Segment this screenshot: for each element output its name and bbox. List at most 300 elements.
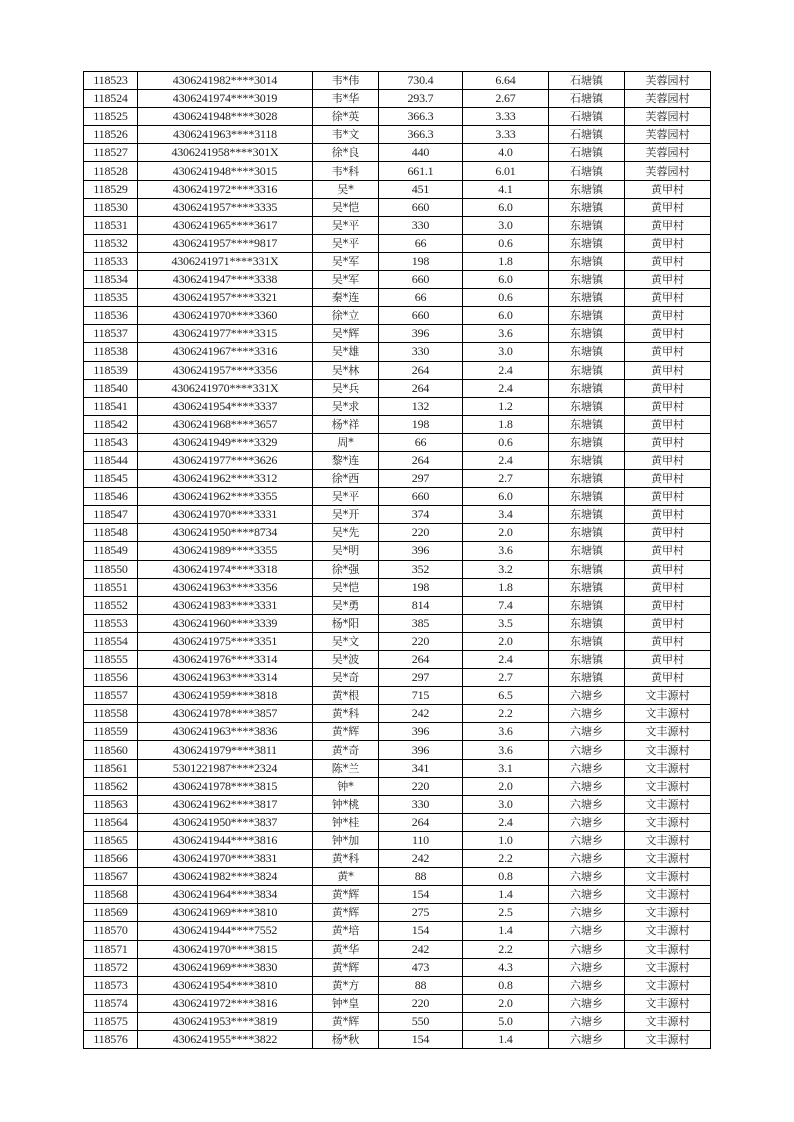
record-id-cell: 118540 [84,379,138,397]
id-number-cell: 4306241978****3815 [138,777,313,795]
area-cell: 1.0 [463,831,549,849]
area-cell: 0.8 [463,976,549,994]
table-row [84,325,711,343]
table-row [84,850,711,868]
table-row [84,1012,711,1030]
id-number-cell: 4306241958****301X [138,144,313,162]
table-row [84,307,711,325]
village-cell: 黄甲村 [625,433,711,451]
table-row [84,379,711,397]
amount-cell: 220 [379,994,463,1012]
town-cell: 东塘镇 [549,343,625,361]
area-cell: 0.6 [463,234,549,252]
town-cell: 六塘乡 [549,994,625,1012]
id-number-cell: 5301221987****2324 [138,759,313,777]
name-cell: 吴*恺 [313,198,379,216]
town-cell: 东塘镇 [549,560,625,578]
amount-cell: 730.4 [379,72,463,90]
town-cell: 六塘乡 [549,759,625,777]
id-number-cell: 4306241950****3837 [138,813,313,831]
area-cell: 0.6 [463,433,549,451]
name-cell: 韦*文 [313,126,379,144]
village-cell: 文丰源村 [625,850,711,868]
village-cell: 文丰源村 [625,886,711,904]
amount-cell: 242 [379,850,463,868]
record-id-cell: 118556 [84,669,138,687]
village-cell: 文丰源村 [625,922,711,940]
id-number-cell: 4306241977****3626 [138,451,313,469]
name-cell: 钟* [313,777,379,795]
table-row [84,795,711,813]
town-cell: 东塘镇 [549,198,625,216]
name-cell: 杨*祥 [313,415,379,433]
record-id-cell: 118575 [84,1012,138,1030]
table-row [84,216,711,234]
amount-cell: 198 [379,252,463,270]
table-row [84,198,711,216]
town-cell: 六塘乡 [549,958,625,976]
area-cell: 2.4 [463,813,549,831]
id-number-cell: 4306241974****3318 [138,560,313,578]
village-cell: 黄甲村 [625,361,711,379]
town-cell: 东塘镇 [549,451,625,469]
town-cell: 六塘乡 [549,1012,625,1030]
data-table [83,71,711,1049]
area-cell: 6.0 [463,307,549,325]
area-cell: 0.8 [463,868,549,886]
table-row [84,759,711,777]
area-cell: 3.1 [463,759,549,777]
village-cell: 文丰源村 [625,723,711,741]
town-cell: 东塘镇 [549,216,625,234]
table-row [84,886,711,904]
amount-cell: 660 [379,488,463,506]
area-cell: 6.64 [463,72,549,90]
town-cell: 石塘镇 [549,126,625,144]
table-row [84,397,711,415]
amount-cell: 66 [379,234,463,252]
area-cell: 2.2 [463,705,549,723]
area-cell: 3.4 [463,506,549,524]
id-number-cell: 4306241957****9817 [138,234,313,252]
name-cell: 黄*奇 [313,741,379,759]
id-number-cell: 4306241965****3617 [138,216,313,234]
id-number-cell: 4306241960****3339 [138,614,313,632]
id-number-cell: 4306241948****3028 [138,108,313,126]
table-row [84,72,711,90]
area-cell: 2.4 [463,451,549,469]
record-id-cell: 118567 [84,868,138,886]
name-cell: 黄*科 [313,705,379,723]
id-number-cell: 4306241970****331X [138,379,313,397]
record-id-cell: 118532 [84,234,138,252]
name-cell: 吴*恺 [313,578,379,596]
amount-cell: 154 [379,886,463,904]
village-cell: 芙蓉园村 [625,162,711,180]
table-row [84,126,711,144]
name-cell: 韦*伟 [313,72,379,90]
id-number-cell: 4306241944****7552 [138,922,313,940]
name-cell: 黄*辉 [313,1012,379,1030]
amount-cell: 330 [379,343,463,361]
area-cell: 1.2 [463,397,549,415]
name-cell: 韦*科 [313,162,379,180]
record-id-cell: 118536 [84,307,138,325]
town-cell: 东塘镇 [549,542,625,560]
record-id-cell: 118538 [84,343,138,361]
record-id-cell: 118531 [84,216,138,234]
record-id-cell: 118573 [84,976,138,994]
table-row [84,180,711,198]
village-cell: 黄甲村 [625,271,711,289]
table-row [84,777,711,795]
record-id-cell: 118523 [84,72,138,90]
area-cell: 2.2 [463,940,549,958]
id-number-cell: 4306241967****3316 [138,343,313,361]
town-cell: 东塘镇 [549,614,625,632]
village-cell: 文丰源村 [625,795,711,813]
name-cell: 吴*开 [313,506,379,524]
town-cell: 东塘镇 [549,433,625,451]
amount-cell: 366.3 [379,108,463,126]
record-id-cell: 118549 [84,542,138,560]
table-row [84,451,711,469]
name-cell: 吴*平 [313,488,379,506]
village-cell: 芙蓉园村 [625,144,711,162]
name-cell: 黄* [313,868,379,886]
town-cell: 六塘乡 [549,922,625,940]
village-cell: 黄甲村 [625,180,711,198]
record-id-cell: 118574 [84,994,138,1012]
village-cell: 文丰源村 [625,759,711,777]
amount-cell: 88 [379,868,463,886]
id-number-cell: 4306241979****3811 [138,741,313,759]
village-cell: 文丰源村 [625,705,711,723]
town-cell: 东塘镇 [549,271,625,289]
table-row [84,813,711,831]
area-cell: 6.0 [463,198,549,216]
amount-cell: 385 [379,614,463,632]
record-id-cell: 118547 [84,506,138,524]
amount-cell: 264 [379,651,463,669]
table-row [84,361,711,379]
town-cell: 六塘乡 [549,777,625,795]
table-row [84,831,711,849]
record-id-cell: 118569 [84,904,138,922]
table-row [84,958,711,976]
amount-cell: 242 [379,940,463,958]
table-row [84,741,711,759]
town-cell: 石塘镇 [549,90,625,108]
id-number-cell: 4306241972****3316 [138,180,313,198]
table-row [84,90,711,108]
id-number-cell: 4306241982****3014 [138,72,313,90]
amount-cell: 396 [379,741,463,759]
area-cell: 2.5 [463,904,549,922]
village-cell: 黄甲村 [625,578,711,596]
village-cell: 文丰源村 [625,1030,711,1048]
name-cell: 黄*辉 [313,904,379,922]
area-cell: 2.7 [463,669,549,687]
name-cell: 徐*强 [313,560,379,578]
amount-cell: 220 [379,632,463,650]
id-number-cell: 4306241971****331X [138,252,313,270]
amount-cell: 264 [379,813,463,831]
record-id-cell: 118572 [84,958,138,976]
area-cell: 1.4 [463,886,549,904]
id-number-cell: 4306241957****3335 [138,198,313,216]
amount-cell: 264 [379,379,463,397]
town-cell: 东塘镇 [549,379,625,397]
area-cell: 2.0 [463,994,549,1012]
id-number-cell: 4306241978****3857 [138,705,313,723]
name-cell: 钟*桃 [313,795,379,813]
name-cell: 黄*根 [313,687,379,705]
area-cell: 4.0 [463,144,549,162]
village-cell: 黄甲村 [625,596,711,614]
town-cell: 东塘镇 [549,252,625,270]
area-cell: 2.0 [463,777,549,795]
area-cell: 2.2 [463,850,549,868]
town-cell: 东塘镇 [549,289,625,307]
table-row [84,651,711,669]
name-cell: 秦*连 [313,289,379,307]
name-cell: 钟*皇 [313,994,379,1012]
village-cell: 黄甲村 [625,252,711,270]
amount-cell: 396 [379,325,463,343]
amount-cell: 715 [379,687,463,705]
amount-cell: 550 [379,1012,463,1030]
name-cell: 徐*良 [313,144,379,162]
record-id-cell: 118568 [84,886,138,904]
table-row [84,488,711,506]
amount-cell: 198 [379,415,463,433]
name-cell: 陈*兰 [313,759,379,777]
record-id-cell: 118563 [84,795,138,813]
village-cell: 黄甲村 [625,325,711,343]
area-cell: 2.7 [463,470,549,488]
amount-cell: 396 [379,542,463,560]
table-row [84,415,711,433]
area-cell: 1.8 [463,252,549,270]
village-cell: 黄甲村 [625,488,711,506]
record-id-cell: 118565 [84,831,138,849]
record-id-cell: 118551 [84,578,138,596]
id-number-cell: 4306241969****3810 [138,904,313,922]
area-cell: 7.4 [463,596,549,614]
record-id-cell: 118564 [84,813,138,831]
village-cell: 黄甲村 [625,198,711,216]
record-id-cell: 118561 [84,759,138,777]
town-cell: 六塘乡 [549,687,625,705]
record-id-cell: 118535 [84,289,138,307]
area-cell: 2.4 [463,361,549,379]
town-cell: 东塘镇 [549,470,625,488]
table-row [84,868,711,886]
record-id-cell: 118527 [84,144,138,162]
id-number-cell: 4306241970****3815 [138,940,313,958]
id-number-cell: 4306241954****3810 [138,976,313,994]
name-cell: 吴*军 [313,271,379,289]
name-cell: 吴*先 [313,524,379,542]
amount-cell: 264 [379,451,463,469]
area-cell: 2.67 [463,90,549,108]
amount-cell: 352 [379,560,463,578]
town-cell: 六塘乡 [549,831,625,849]
name-cell: 徐*西 [313,470,379,488]
town-cell: 石塘镇 [549,108,625,126]
area-cell: 3.0 [463,343,549,361]
amount-cell: 293.7 [379,90,463,108]
record-id-cell: 118539 [84,361,138,379]
town-cell: 六塘乡 [549,705,625,723]
table-row [84,976,711,994]
amount-cell: 132 [379,397,463,415]
table-row [84,1030,711,1048]
area-cell: 6.5 [463,687,549,705]
town-cell: 东塘镇 [549,325,625,343]
record-id-cell: 118543 [84,433,138,451]
name-cell: 杨*秋 [313,1030,379,1048]
id-number-cell: 4306241948****3015 [138,162,313,180]
id-number-cell: 4306241972****3816 [138,994,313,1012]
village-cell: 芙蓉园村 [625,126,711,144]
area-cell: 2.4 [463,379,549,397]
table-row [84,234,711,252]
village-cell: 黄甲村 [625,343,711,361]
village-cell: 黄甲村 [625,506,711,524]
record-id-cell: 118537 [84,325,138,343]
id-number-cell: 4306241963****3356 [138,578,313,596]
area-cell: 6.01 [463,162,549,180]
table-row [84,578,711,596]
record-id-cell: 118548 [84,524,138,542]
area-cell: 3.6 [463,723,549,741]
name-cell: 徐*立 [313,307,379,325]
table-row [84,162,711,180]
name-cell: 黄*辉 [313,958,379,976]
id-number-cell: 4306241957****3356 [138,361,313,379]
area-cell: 6.0 [463,271,549,289]
amount-cell: 154 [379,1030,463,1048]
area-cell: 2.4 [463,651,549,669]
record-id-cell: 118550 [84,560,138,578]
name-cell: 吴* [313,180,379,198]
village-cell: 文丰源村 [625,958,711,976]
village-cell: 黄甲村 [625,651,711,669]
id-number-cell: 4306241970****3331 [138,506,313,524]
id-number-cell: 4306241962****3817 [138,795,313,813]
name-cell: 吴*明 [313,542,379,560]
record-id-cell: 118562 [84,777,138,795]
record-id-cell: 118560 [84,741,138,759]
amount-cell: 220 [379,524,463,542]
name-cell: 吴*雄 [313,343,379,361]
town-cell: 六塘乡 [549,813,625,831]
amount-cell: 154 [379,922,463,940]
record-id-cell: 118524 [84,90,138,108]
table-row [84,524,711,542]
name-cell: 吴*军 [313,252,379,270]
area-cell: 4.3 [463,958,549,976]
record-id-cell: 118546 [84,488,138,506]
village-cell: 黄甲村 [625,216,711,234]
table-row [84,542,711,560]
town-cell: 六塘乡 [549,940,625,958]
town-cell: 东塘镇 [549,488,625,506]
record-id-cell: 118544 [84,451,138,469]
village-cell: 黄甲村 [625,614,711,632]
name-cell: 吴*林 [313,361,379,379]
record-id-cell: 118542 [84,415,138,433]
amount-cell: 66 [379,289,463,307]
amount-cell: 330 [379,216,463,234]
area-cell: 3.0 [463,795,549,813]
id-number-cell: 4306241970****3360 [138,307,313,325]
table-row [84,470,711,488]
table-row [84,614,711,632]
town-cell: 六塘乡 [549,723,625,741]
area-cell: 3.5 [463,614,549,632]
amount-cell: 264 [379,361,463,379]
name-cell: 吴*兵 [313,379,379,397]
name-cell: 周* [313,433,379,451]
amount-cell: 814 [379,596,463,614]
amount-cell: 451 [379,180,463,198]
name-cell: 吴*平 [313,234,379,252]
amount-cell: 110 [379,831,463,849]
area-cell: 5.0 [463,1012,549,1030]
village-cell: 文丰源村 [625,687,711,705]
id-number-cell: 4306241970****3831 [138,850,313,868]
id-number-cell: 4306241954****3337 [138,397,313,415]
id-number-cell: 4306241947****3338 [138,271,313,289]
record-id-cell: 118554 [84,632,138,650]
town-cell: 东塘镇 [549,397,625,415]
town-cell: 六塘乡 [549,868,625,886]
town-cell: 东塘镇 [549,596,625,614]
record-id-cell: 118557 [84,687,138,705]
amount-cell: 330 [379,795,463,813]
town-cell: 东塘镇 [549,180,625,198]
id-number-cell: 4306241969****3830 [138,958,313,976]
name-cell: 徐*英 [313,108,379,126]
town-cell: 东塘镇 [549,578,625,596]
area-cell: 1.4 [463,922,549,940]
id-number-cell: 4306241950****8734 [138,524,313,542]
amount-cell: 440 [379,144,463,162]
village-cell: 黄甲村 [625,669,711,687]
village-cell: 黄甲村 [625,451,711,469]
village-cell: 文丰源村 [625,777,711,795]
amount-cell: 88 [379,976,463,994]
area-cell: 3.6 [463,741,549,759]
record-id-cell: 118530 [84,198,138,216]
table-row [84,904,711,922]
table-row [84,252,711,270]
table-row [84,271,711,289]
village-cell: 芙蓉园村 [625,90,711,108]
table-row [84,560,711,578]
area-cell: 3.2 [463,560,549,578]
village-cell: 黄甲村 [625,397,711,415]
id-number-cell: 4306241963****3314 [138,669,313,687]
record-id-cell: 118545 [84,470,138,488]
area-cell: 3.33 [463,126,549,144]
name-cell: 黄*科 [313,850,379,868]
amount-cell: 660 [379,307,463,325]
amount-cell: 660 [379,198,463,216]
